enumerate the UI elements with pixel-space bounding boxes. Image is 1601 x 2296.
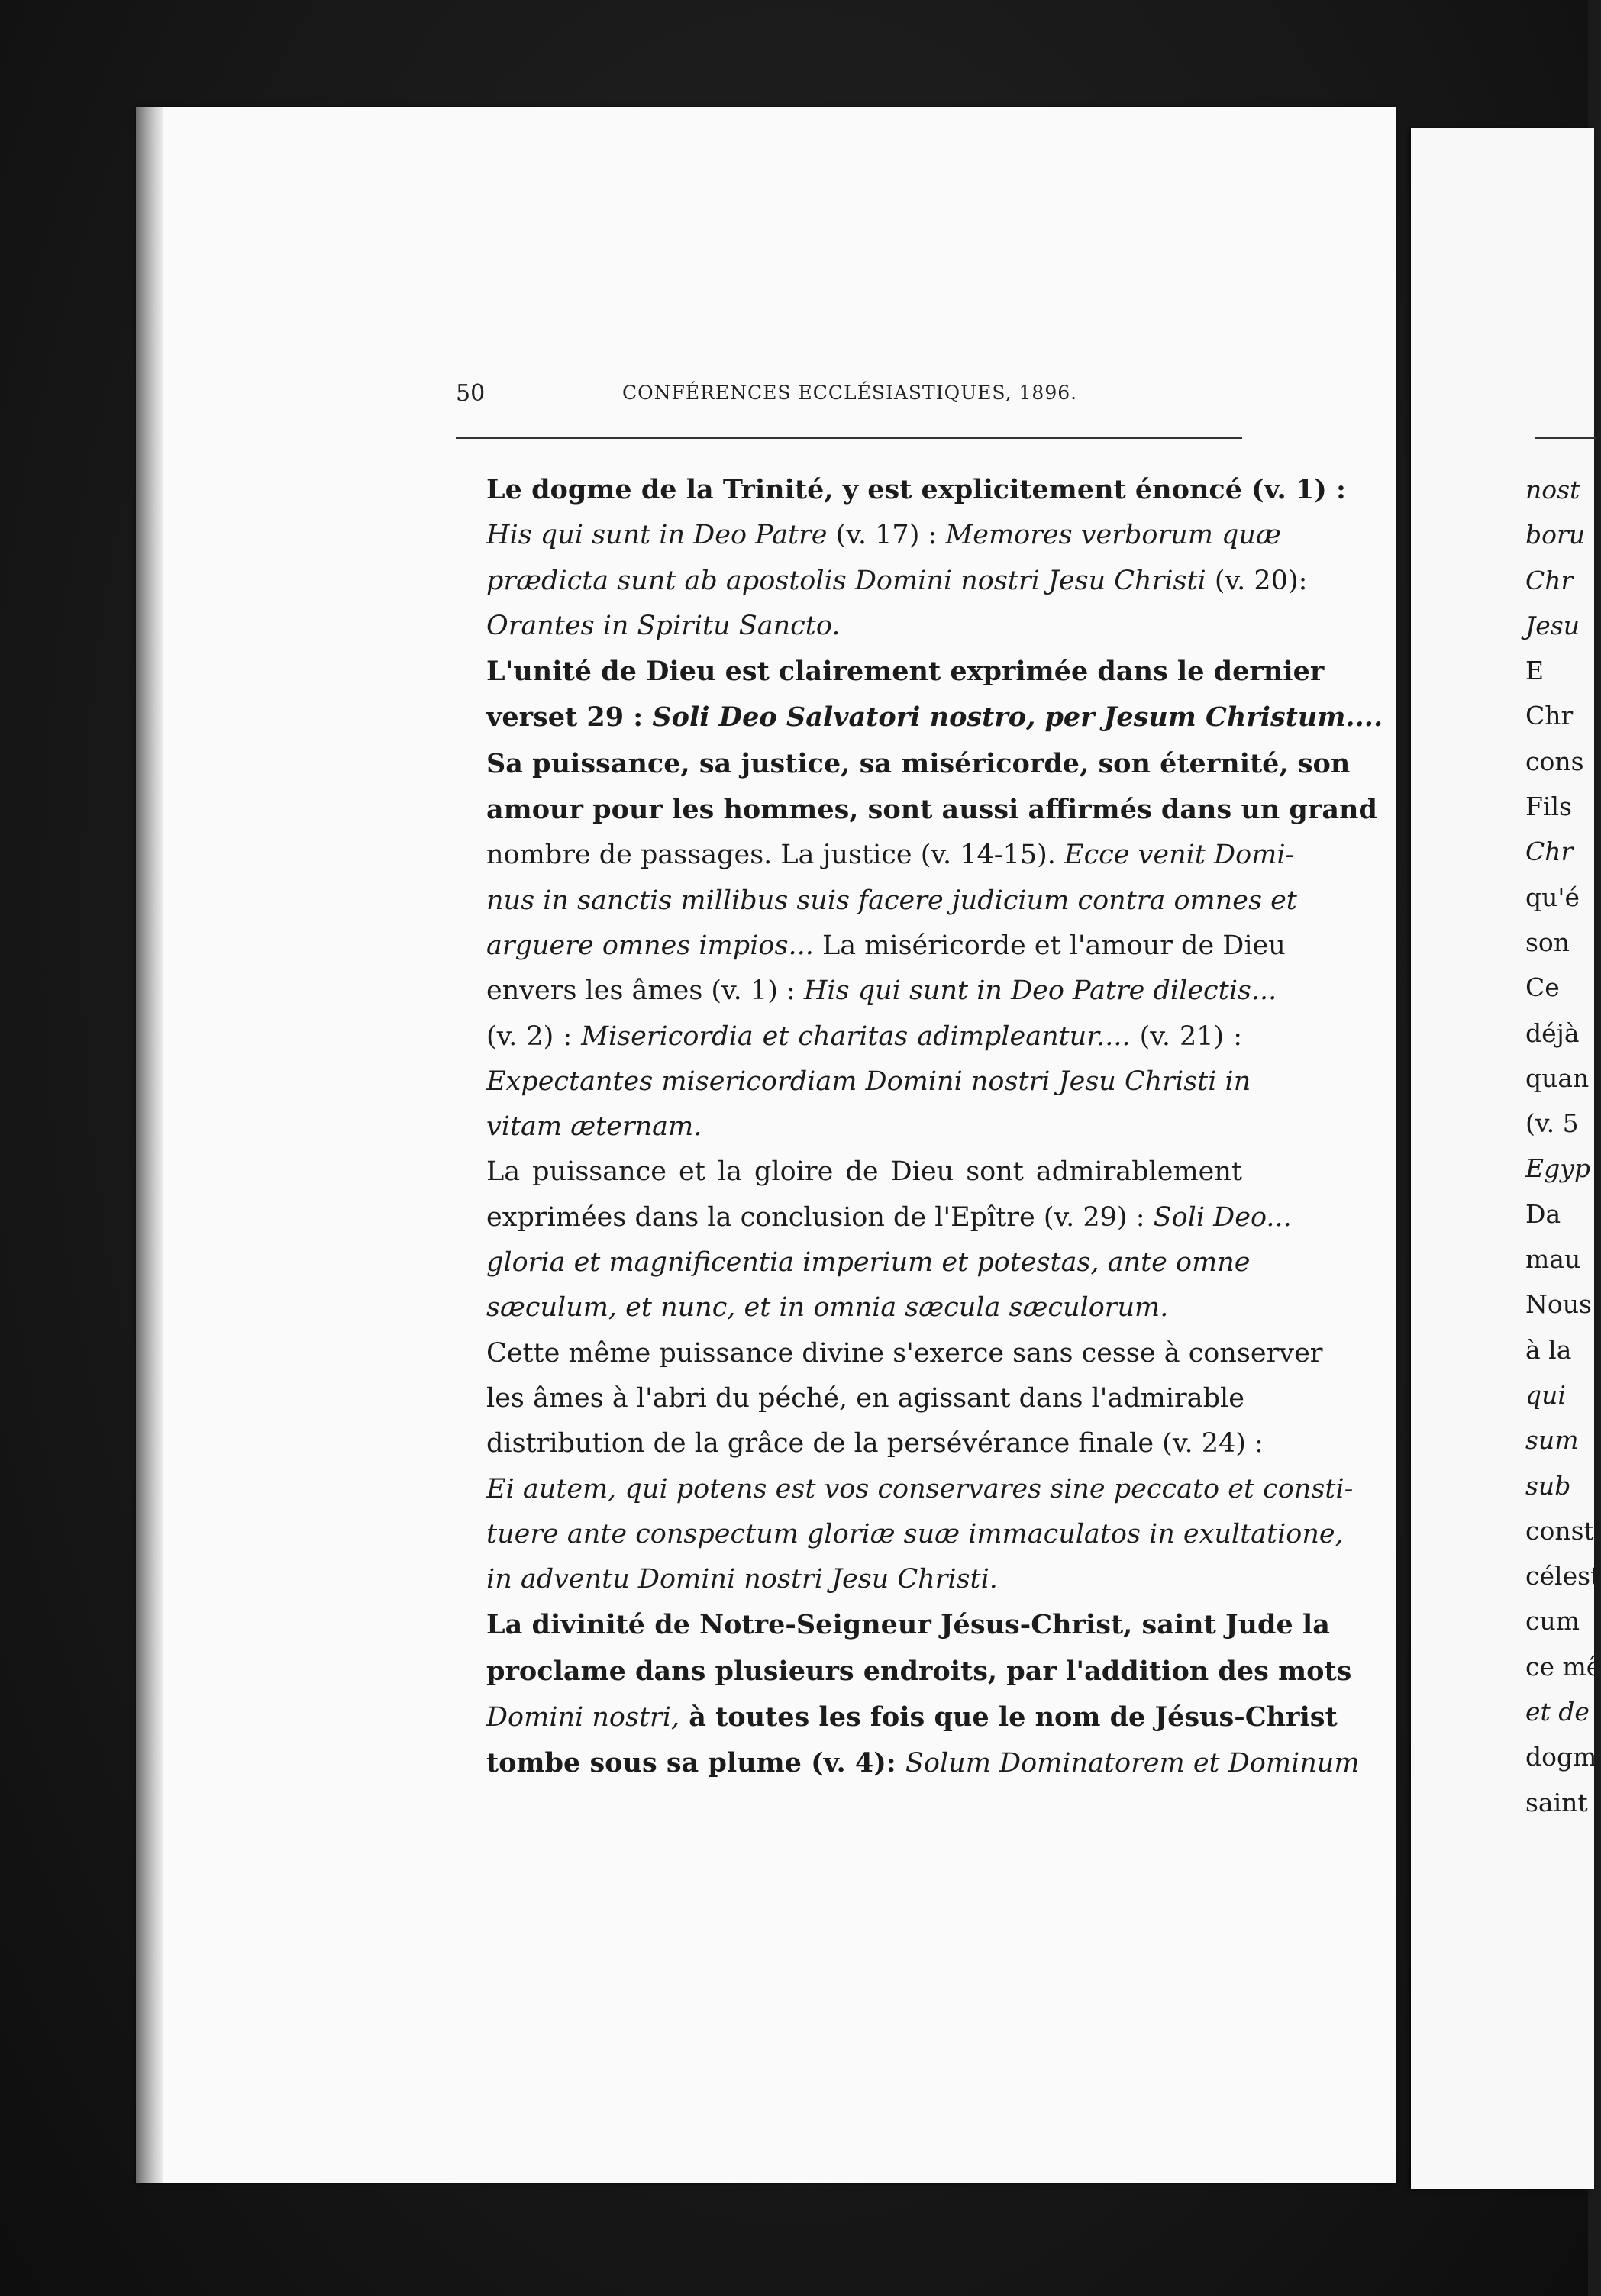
- paragraph-divinity: [456, 1602, 1360, 1786]
- paragraph-preservation: [456, 1331, 1354, 1603]
- latin-quote: vitam æternam.: [486, 1111, 702, 1143]
- text-span: nombre de passages. La justice (v. 14-15).: [486, 840, 1065, 871]
- running-title: CONFÉRENCES ECCLÉSIASTIQUES, 1896.: [622, 382, 1078, 404]
- facing-page-fragment: E: [1525, 656, 1545, 686]
- facing-page-fragment: boru: [1525, 520, 1586, 550]
- facing-page-fragment: Chr: [1525, 701, 1574, 731]
- text-line: [456, 1376, 1242, 1421]
- text-span: verset 29 :: [486, 701, 653, 734]
- text-line: [456, 649, 1325, 695]
- latin-quote: nus in sanctis millibus suis facere judicium contra omnes et: [486, 885, 1297, 916]
- paragraph-unity: [456, 649, 1383, 741]
- latin-quote: Domini nostri,: [486, 1702, 680, 1733]
- facing-page-rule: [1535, 437, 1596, 439]
- text-line: [456, 559, 1308, 604]
- text-line: [456, 1104, 1242, 1150]
- text-line: [456, 969, 1277, 1014]
- text-line: [456, 924, 1286, 969]
- facing-page-fragment: son: [1525, 927, 1570, 957]
- latin-quote: Ecce venit Domi-: [1064, 840, 1295, 871]
- latin-quote: tuere ante conspectum gloriæ suæ immaculatos in exultatione,: [486, 1518, 1344, 1549]
- facing-page-fragment: Fils: [1525, 792, 1572, 822]
- text-span: (v. 2) :: [486, 1021, 582, 1052]
- text-line: [456, 467, 1346, 513]
- facing-page-fragment: ce mê: [1525, 1651, 1601, 1682]
- latin-quote: Soli Deo...: [1153, 1201, 1292, 1233]
- text-line: [456, 1602, 1330, 1648]
- text-line: [456, 513, 1281, 558]
- text-span: distribution de la grâce de la persévérance finale (v. 24) :: [486, 1428, 1264, 1459]
- body-text: [456, 467, 1383, 1787]
- latin-quote: sæculum, et nunc, et in omnia sæcula sæculorum.: [486, 1292, 1169, 1324]
- facing-page-fragment: déjà: [1525, 1017, 1580, 1048]
- latin-quote: Solum Dominatorem et Dominum: [905, 1748, 1360, 1779]
- running-header: [456, 380, 1242, 414]
- facing-page-fragment: Ce: [1525, 972, 1560, 1003]
- page-number: 50: [456, 380, 486, 407]
- text-line: [456, 1240, 1251, 1285]
- facing-page-fragment: dogm: [1525, 1742, 1597, 1772]
- facing-page-fragment: qui: [1525, 1379, 1566, 1410]
- text-span: les âmes à l'abri du péché, en agissant dans l'admirable: [486, 1382, 1244, 1414]
- text-span: exprimées dans la conclusion de l'Epître (v. 29) :: [486, 1201, 1154, 1233]
- latin-quote: in adventu Domini nostri Jesu Christi.: [486, 1564, 998, 1595]
- text-line: [456, 1059, 1251, 1104]
- facing-page-fragment: sum: [1525, 1425, 1579, 1456]
- latin-quote: ante omne: [1099, 1247, 1251, 1279]
- text-span: amour pour les hommes, sont aussi affirmés dans un grand: [486, 794, 1377, 826]
- latin-quote: Orantes in Spiritu Sancto.: [486, 610, 841, 641]
- facing-page-fragment: Nous: [1525, 1289, 1592, 1320]
- text-span: (v. 20):: [1206, 565, 1308, 596]
- text-span: La miséricorde et l'amour de Dieu: [813, 930, 1286, 961]
- facing-page-fragment: cons: [1525, 746, 1584, 776]
- text-span: Sa puissance, sa justice, sa miséricorde, son éternité, son: [486, 747, 1351, 779]
- text-span: (v. 17) :: [827, 520, 946, 551]
- text-line: [456, 787, 1377, 833]
- facing-page-fragment: et de: [1525, 1697, 1590, 1727]
- latin-quote: Misericordia et charitas adimpleantur....: [581, 1021, 1131, 1052]
- text-line: [456, 1285, 1242, 1330]
- latin-quote: Expectantes misericordiam Domini nostri Jesu Christi in: [486, 1066, 1251, 1097]
- latin-quote: His qui sunt in Deo Patre dilectis...: [803, 975, 1277, 1007]
- facing-page-fragment: saint: [1525, 1787, 1588, 1817]
- facing-page-fragment: mau: [1525, 1244, 1581, 1275]
- text-line: [456, 879, 1297, 924]
- paragraph-trinity: [456, 467, 1346, 649]
- facing-page-fragment: Jesu: [1525, 610, 1580, 640]
- text-line: [456, 1014, 1242, 1059]
- latin-quote: Soli Deo Salvatori nostro, per Jesum Christum....: [652, 701, 1383, 734]
- facing-page-fragment: quan: [1525, 1063, 1590, 1093]
- text-line: [456, 1740, 1360, 1786]
- text-line: [456, 1421, 1264, 1466]
- facing-page-fragment: qu'é: [1525, 882, 1580, 912]
- text-line: [456, 1331, 1323, 1376]
- facing-page-fragment: sub: [1525, 1470, 1571, 1501]
- facing-page-text: [1525, 467, 1601, 1825]
- text-span: proclame dans plusieurs endroits, par l'addition des mots: [486, 1655, 1352, 1687]
- text-span: Le dogme de la Trinité, y est explicitement énoncé (v. 1) :: [486, 474, 1346, 505]
- latin-quote: Ei autem, qui potens est vos conservares sine peccato et consti-: [486, 1473, 1354, 1504]
- text-span: La puissance et la gloire de Dieu sont admirablement: [486, 1156, 1242, 1188]
- text-line: [456, 1649, 1352, 1695]
- text-span: à toutes les fois que le nom de Jésus-Christ: [679, 1701, 1338, 1733]
- text-line: [456, 1195, 1292, 1240]
- text-span: L'unité de Dieu est clairement exprimée dans le dernier: [486, 656, 1325, 688]
- facing-page-fragment: à la: [1525, 1334, 1572, 1365]
- facing-page-fragment: Chr: [1525, 837, 1574, 867]
- facing-page-fragment: Chr: [1525, 565, 1574, 595]
- paragraph-attributes: [456, 741, 1377, 1150]
- latin-quote: prædicta sunt ab apostolis Domini nostri Jesu Christi: [486, 565, 1206, 596]
- page-edge: [136, 107, 163, 2183]
- header-rule: [456, 437, 1242, 439]
- latin-quote: Memores verborum quæ: [945, 520, 1281, 551]
- text-line: [456, 741, 1351, 787]
- facing-page-fragment: célest: [1525, 1561, 1601, 1591]
- latin-quote: gloria et magnificentia imperium et potestas,: [486, 1247, 1099, 1279]
- text-span: envers les âmes (v. 1) :: [486, 975, 804, 1007]
- text-line: [456, 1557, 1242, 1602]
- text-line: [456, 1467, 1354, 1512]
- facing-page-fragment: const: [1525, 1515, 1594, 1546]
- text-line: [456, 833, 1295, 878]
- text-span: La divinité de Notre-Seigneur Jésus-Christ, saint Jude la: [486, 1609, 1330, 1641]
- text-line: [456, 1512, 1344, 1557]
- text-span: tombe sous sa plume (v. 4):: [486, 1747, 905, 1779]
- text-line: [456, 695, 1383, 740]
- text-line: [456, 1695, 1338, 1740]
- facing-page-fragment: (v. 5: [1525, 1108, 1579, 1139]
- text-span: (v. 21) :: [1130, 1021, 1242, 1052]
- text-line: [456, 1150, 1242, 1195]
- latin-quote: His qui sunt in Deo Patre: [486, 520, 828, 551]
- paragraph-glory: [456, 1150, 1292, 1330]
- latin-quote: arguere omnes impios...: [486, 930, 814, 961]
- facing-page-fragment: Egyp: [1525, 1153, 1590, 1184]
- facing-page-fragment: Da: [1525, 1198, 1561, 1229]
- facing-page-fragment: nost: [1525, 475, 1580, 505]
- facing-page-fragment: cum: [1525, 1606, 1580, 1637]
- text-line: [456, 604, 1242, 649]
- text-span: Cette même puissance divine s'exerce sans cesse à conserver: [486, 1337, 1323, 1369]
